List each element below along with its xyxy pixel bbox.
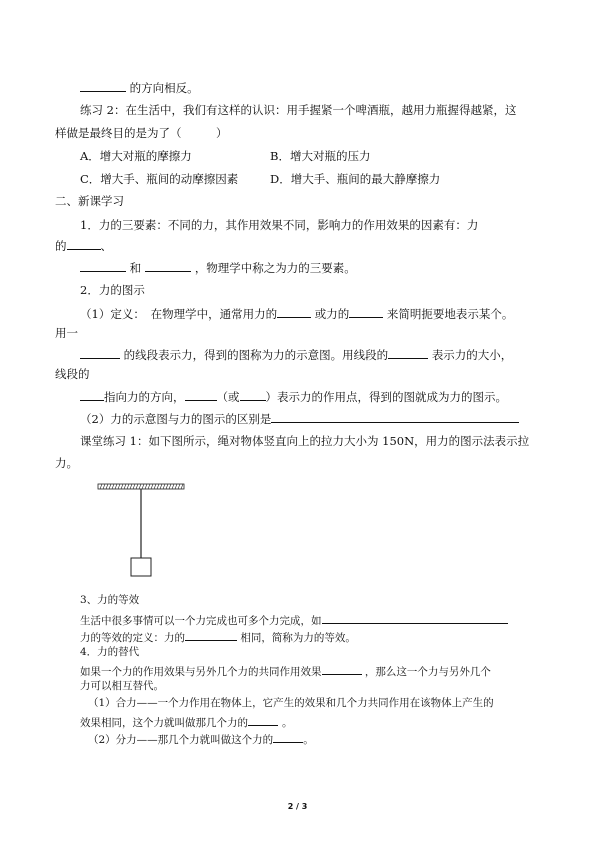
blank[interactable] (271, 411, 519, 423)
blank[interactable] (67, 238, 101, 250)
option-d[interactable]: D．增大手、瓶间的最大静摩擦力 (270, 172, 441, 186)
substitution-heading: 4．力的替代 (80, 646, 140, 658)
class-exercise-1-text: 课堂练习 1：如下图所示，绳对物体竖直向上的拉力大小为 150N，用力的图示法表示拉 (80, 434, 530, 448)
three-elements-cont: 的 、 (55, 239, 112, 253)
blank[interactable] (80, 347, 120, 359)
resultant-force-cont: 效果相同，这个力就叫做那几个力的 。 (80, 714, 293, 730)
definition-cont-3: 线段的 (55, 367, 90, 381)
blank[interactable] (277, 306, 311, 318)
page-number: 2 / 3 (287, 802, 308, 811)
blank[interactable] (80, 260, 126, 272)
difference-text: （2）力的示意图与力的图示的区别是 (80, 411, 519, 426)
substitution-cont: 力可以相互替代。 (80, 680, 164, 692)
definition-text: （1）定义： 在物理学中，通常用力的 或力的 来简明扼要地表示某个。 (80, 307, 514, 321)
blank[interactable] (80, 389, 104, 401)
blank[interactable] (248, 714, 278, 726)
block (131, 558, 151, 576)
equivalence-heading: 3、力的等效 (80, 594, 140, 606)
resultant-force-text: （1）合力——一个力作用在物体上，它产生的效果和几个力共同作用在该物体上产生的 (88, 697, 494, 709)
definition-cont-2: 的线段表示力，得到的图称为力的示意图。用线段的 表示力的大小， (80, 347, 512, 362)
blank[interactable] (322, 612, 508, 624)
section-heading-2: 二、新课学习 (55, 194, 124, 208)
line-1: 的方向相反。 (80, 80, 199, 95)
force-diagram-heading: 2．力的图示 (80, 283, 145, 297)
three-elements-text: 1．力的三要素：不同的力，其作用效果不同，影响力的作用效果的因素有：力 (80, 218, 479, 232)
definition-cont: 用一 (55, 326, 78, 340)
option-b[interactable]: B．增大对瓶的压力 (270, 149, 371, 163)
option-a[interactable]: A．增大对瓶的摩擦力 (80, 149, 192, 163)
blank[interactable] (185, 389, 217, 401)
blank[interactable] (145, 260, 191, 272)
blank[interactable] (322, 663, 362, 675)
exercise-2-text-cont: 样做是最终目的是为了（ ） (55, 126, 228, 140)
blank[interactable] (349, 306, 383, 318)
three-elements-cont-2: 和 ，物理学中称之为力的三要素。 (80, 260, 356, 275)
class-exercise-1-cont: 力。 (55, 456, 78, 470)
component-force-text: （2）分力——那几个力就叫做这个力的 。 (88, 731, 314, 747)
blank[interactable] (273, 731, 303, 743)
exercise-2-text: 练习 2：在生活中，我们有这样的认识：用手握紧一个啤酒瓶，越用力瓶握得越紧，这 (80, 103, 517, 117)
blank[interactable] (388, 347, 428, 359)
blank[interactable] (185, 629, 237, 641)
option-c[interactable]: C．增大手、瓶间的动摩擦因素 (80, 172, 239, 186)
equivalence-text: 生活中很多事情可以一个力完成也可多个力完成，如 (80, 612, 508, 628)
blank[interactable] (80, 80, 126, 92)
equivalence-definition: 力的等效的定义：力的 相同，简称为力的等效。 (80, 629, 356, 645)
definition-cont-4: 指向力的方向， （或 ）表示力的作用点，得到的图就成为力的图示。 (80, 389, 507, 404)
blank[interactable] (240, 389, 266, 401)
substitution-text: 如果一个力的作用效果与另外几个力的共同作用效果 ，那么这一个力与另外几个 (80, 663, 491, 679)
rope-and-block-figure (96, 482, 188, 582)
